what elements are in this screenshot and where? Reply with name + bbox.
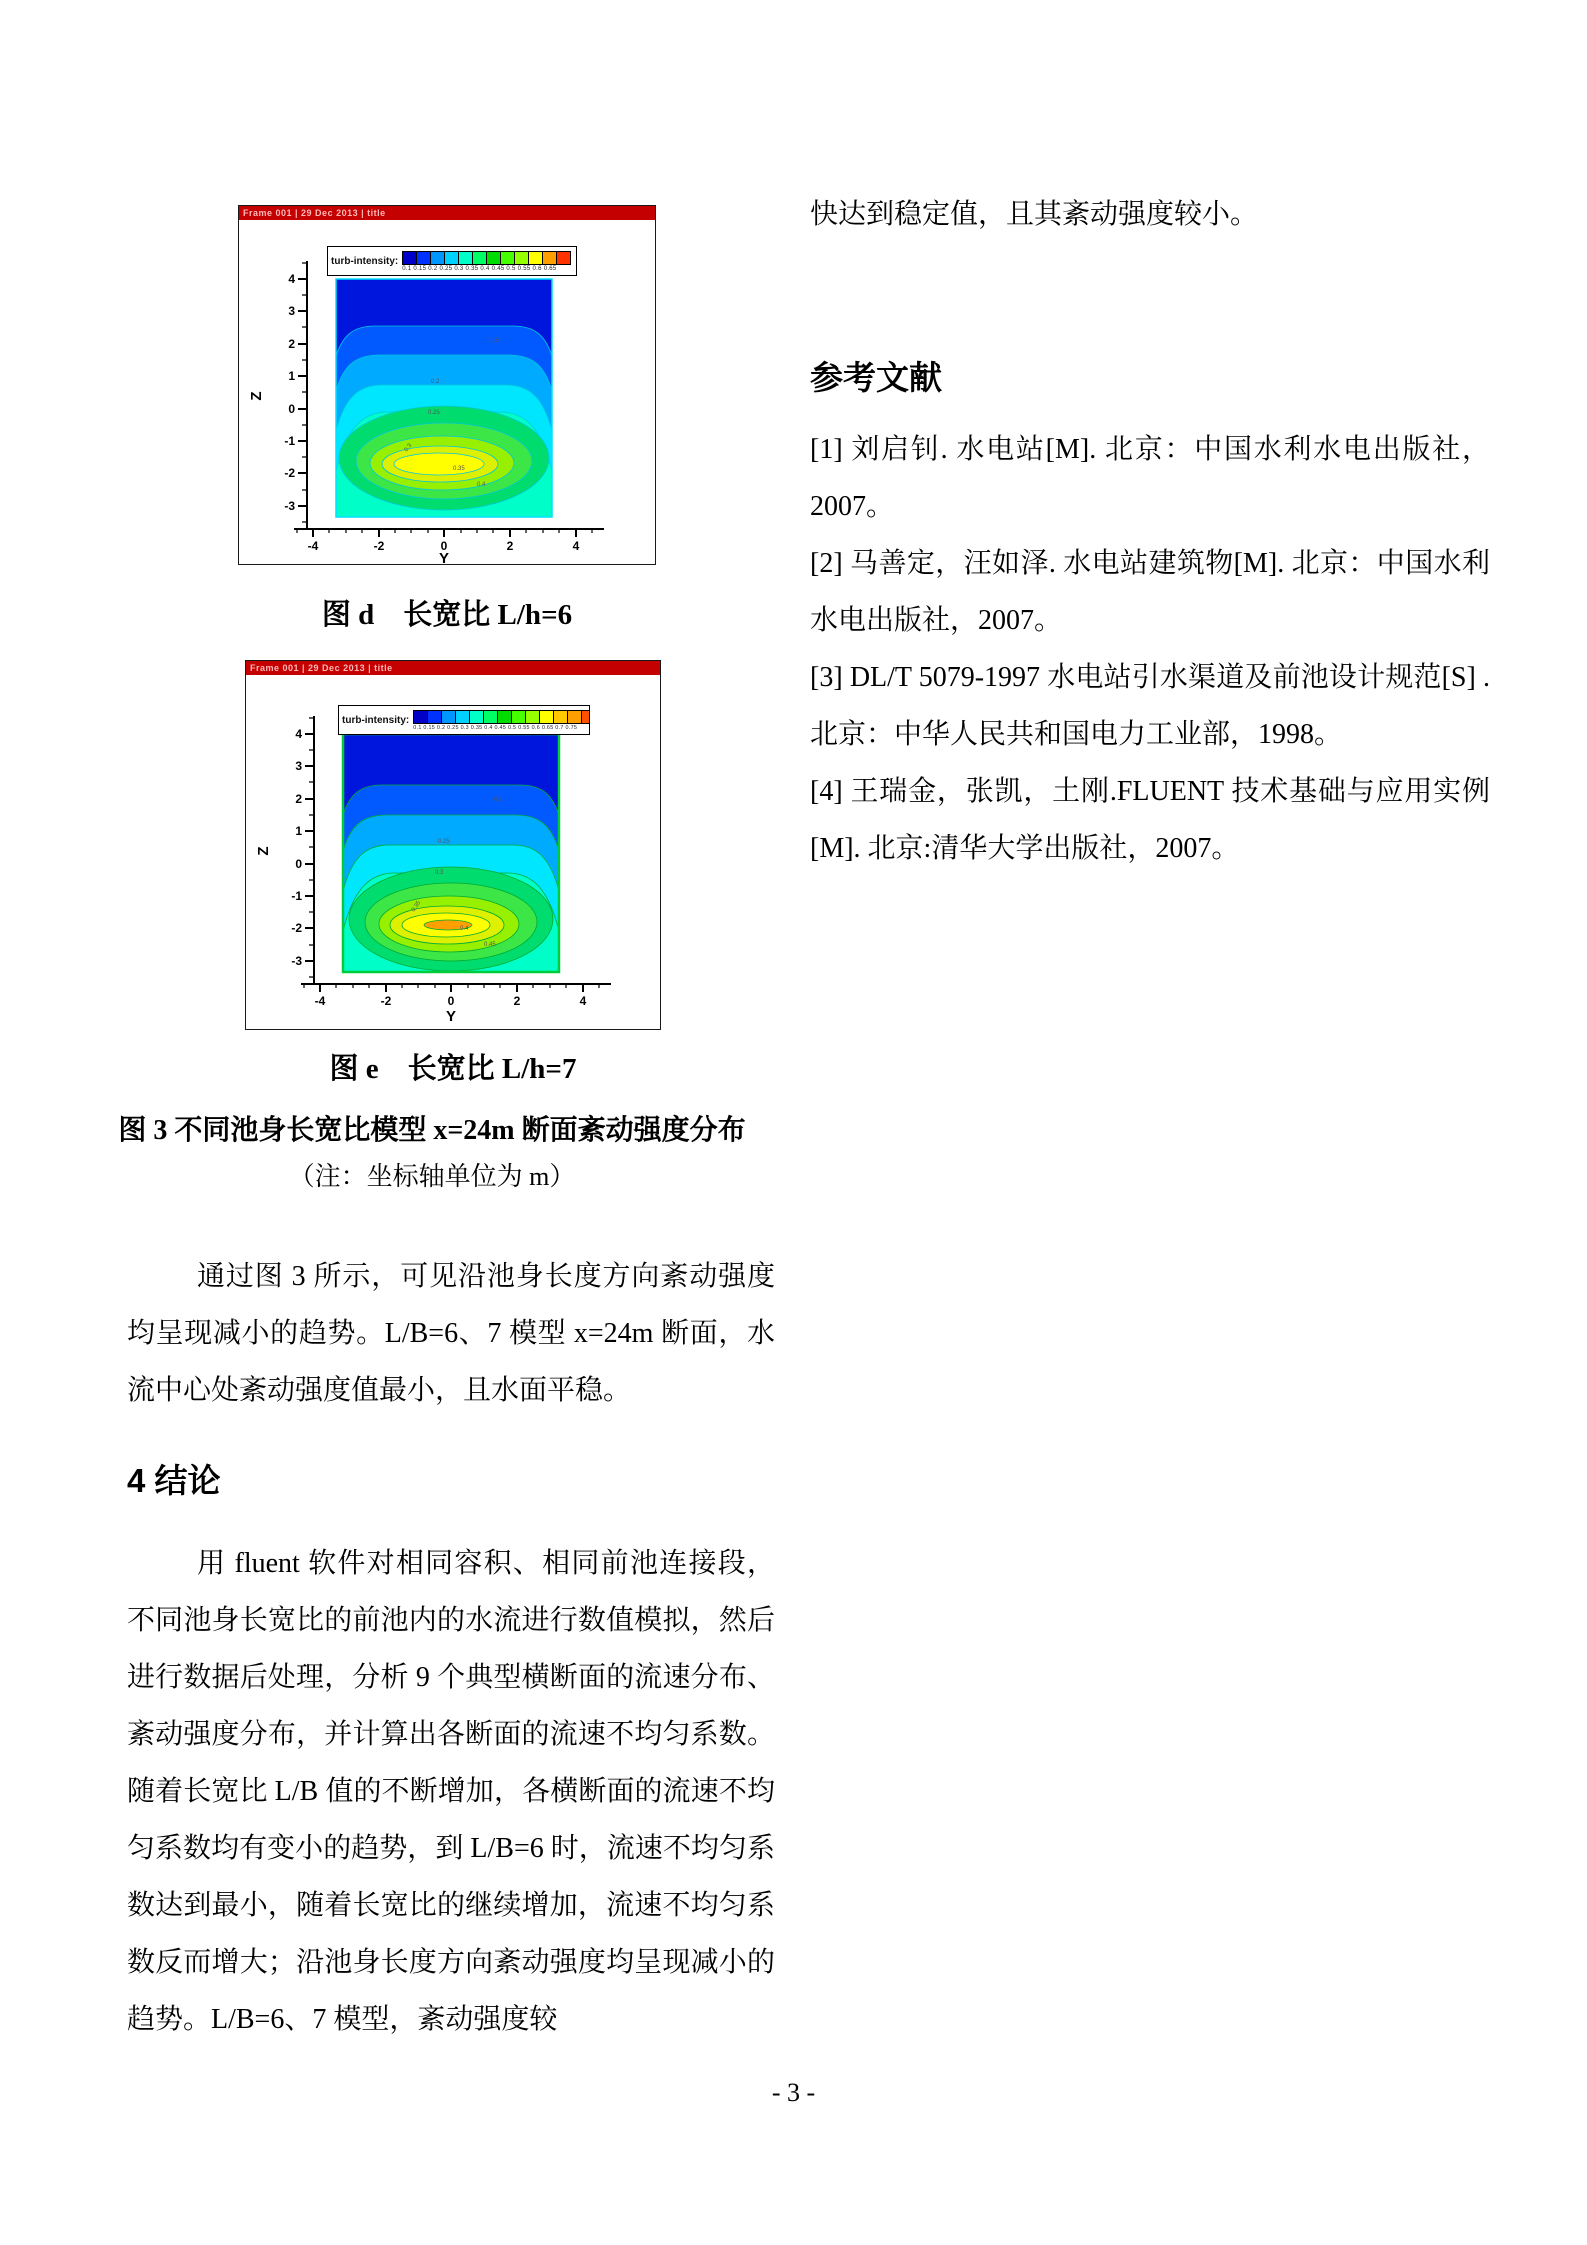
frame-header-text: Frame 001 | 29 Dec 2013 | title — [243, 208, 386, 218]
contour-label: 0.15 — [487, 338, 499, 344]
z-tick: 3 — [288, 304, 295, 318]
colorbar-legend-e — [338, 705, 590, 735]
section-4-heading: 4 结论 — [127, 1462, 221, 1499]
y-tick: -2 — [373, 539, 385, 553]
z-axis-title: Z — [248, 391, 265, 401]
paragraph-text: 用 fluent 软件对相同容积、相同前池连接段，不同池身长宽比的前池内的水流进行数值模拟，然后进行数据后处理，分析 9 个典型横断面的流速分布、紊动强度分布，并计算出各断面的流速不均匀系数。随着长宽比 L/B 值的不断增加，各横断面的流速不均匀系数均有变小的趋势，到 L/B=6 时，流速不均匀系数达到最小，随着长宽比的继续增加，流速不均匀系数反而增大；沿池身长度方向紊动强度均呈现减小的趋势。L/B=6、7 模型，紊动强度较 — [127, 1548, 775, 2035]
contour-label: 0.2 — [431, 379, 440, 385]
contour-label: 0.4 — [477, 482, 486, 488]
contour-label: 0.25 — [438, 839, 450, 845]
y-axis-title: Y — [445, 1008, 457, 1025]
y-tick: -2 — [380, 994, 392, 1008]
z-tick: -3 — [284, 499, 295, 513]
z-axis-title: Z — [255, 846, 272, 856]
colorbar-legend-d — [327, 246, 577, 276]
z-tick: 0 — [295, 857, 302, 871]
legend-values: 0.1 0.15 0.2 0.25 0.3 0.35 0.4 0.45 0.5 0.55 0.6 0.65 0.7 0.75 — [413, 724, 578, 731]
contour-label: 0.25 — [428, 410, 440, 416]
z-tick: 2 — [288, 337, 295, 351]
paragraph-discussion — [127, 1248, 775, 1419]
paragraph-text: 通过图 3 所示，可见沿池身长度方向紊动强度均呈现减小的趋势。L/B=6、7 模型 x=24m 断面，水流中心处紊动强度值最小，且水面平稳。 — [127, 1261, 775, 1406]
y-tick: -4 — [307, 539, 319, 553]
z-tick: -3 — [291, 954, 302, 968]
tecplot-frame-header — [239, 206, 655, 220]
contour-bands-d — [336, 279, 552, 517]
z-tick: 0 — [288, 402, 295, 416]
figure-e-contour-plot — [245, 660, 661, 1030]
legend-label: turb-intensity: — [331, 255, 399, 267]
colorbar — [402, 251, 571, 265]
contour-bands-e — [343, 734, 559, 972]
reference-item: [2] 马善定，汪如泽. 水电站建筑物[M]. 北京：中国水利水电出版社，2007。 — [810, 548, 1490, 636]
figure-d-contour-plot — [238, 205, 656, 565]
figure-e-caption: 图 e 长宽比 L/h=7 — [329, 1053, 577, 1085]
y-tick: 0 — [440, 539, 448, 553]
figure3-note: （注：坐标轴单位为 m） — [288, 1162, 576, 1191]
z-tick: 4 — [288, 272, 295, 286]
contour-label: 0.2 — [494, 797, 503, 803]
page-number: - 3 - — [771, 2078, 816, 2107]
references-list — [810, 421, 1490, 877]
figure-d-caption: 图 d 长宽比 L/h=6 — [321, 599, 573, 631]
paragraph-conclusion — [127, 1535, 775, 2048]
z-tick: -1 — [291, 889, 302, 903]
y-tick: 2 — [513, 994, 521, 1008]
z-tick: 1 — [295, 824, 302, 838]
colorbar — [413, 710, 590, 724]
z-tick: 1 — [288, 369, 295, 383]
z-tick: -1 — [284, 434, 295, 448]
z-tick: -2 — [284, 466, 295, 480]
legend-scale — [402, 251, 571, 272]
reference-item: [3] DL/T 5079-1997 水电站引水渠道及前池设计规范[S] . 北京：中华人民共和国电力工业部，1998。 — [810, 662, 1490, 750]
contour-label: 0.3 — [403, 442, 414, 454]
right-column-overflow — [810, 186, 1490, 243]
figure3-caption: 图 3 不同池身长宽比模型 x=24m 断面紊动强度分布 — [118, 1115, 746, 1146]
y-tick: -4 — [314, 994, 326, 1008]
z-tick: -2 — [291, 921, 302, 935]
y-tick: 2 — [506, 539, 514, 553]
tecplot-frame-header — [246, 661, 660, 675]
contour-label: 0.35 — [410, 900, 423, 914]
contour-label: 0.35 — [453, 466, 465, 472]
legend-scale — [413, 710, 590, 731]
y-tick: 0 — [447, 994, 455, 1008]
legend-label: turb-intensity: — [342, 714, 410, 726]
reference-item: [1] 刘启钊. 水电站[M]. 北京：中国水利水电出版社，2007。 — [810, 434, 1490, 522]
contour-label: 0.3 — [435, 870, 444, 876]
y-tick: 4 — [572, 539, 580, 553]
paragraph-text: 快达到稳定值，且其紊动强度较小。 — [810, 199, 1259, 230]
references-heading: 参考文献 — [810, 359, 942, 396]
frame-header-text: Frame 001 | 29 Dec 2013 | title — [250, 663, 393, 673]
z-tick: 2 — [295, 792, 302, 806]
z-tick: 3 — [295, 759, 302, 773]
y-axis-title: Y — [438, 550, 450, 566]
contour-label: 0.45 — [484, 942, 496, 948]
y-tick: 4 — [579, 994, 587, 1008]
contour-label: 0.4 — [460, 926, 469, 932]
reference-item: [4] 王瑞金，张凯，土刚.FLUENT 技术基础与应用实例[M]. 北京:清华大学出版社，2007。 — [810, 776, 1490, 864]
legend-values: 0.1 0.15 0.2 0.25 0.3 0.35 0.4 0.45 0.5 0.55 0.6 0.65 — [402, 265, 557, 272]
z-tick: 4 — [295, 727, 302, 741]
